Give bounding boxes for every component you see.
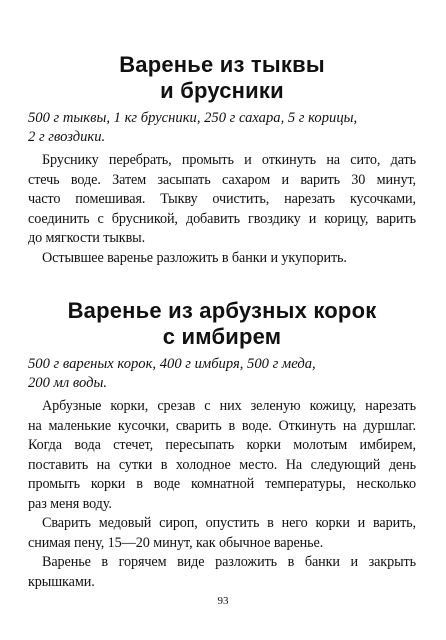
- text-line: Остывшее варенье разложить в банки и укупорить.: [42, 249, 347, 266]
- recipe-title: [28, 298, 416, 350]
- page-content: [28, 52, 416, 592]
- text-line: соединить с брусникой, добавить гвоздику и корицу, варить: [28, 210, 416, 227]
- page-number: 93: [217, 595, 229, 607]
- text-line: Варенье в горячем виде разложить в банки и закрыть: [42, 554, 416, 570]
- ingredients-line: 200 мл воды.: [28, 375, 108, 391]
- text-line: Арбузные корки, срезав с них зеленую кожицу, нарезать: [42, 398, 416, 414]
- text-line: раз меня воду.: [28, 495, 112, 512]
- ingredients-line: 2 г гвоздики.: [28, 129, 106, 145]
- instruction-paragraph: [28, 249, 416, 269]
- recipe-title-line: с имбирем: [162, 324, 282, 349]
- text-line: стечь воде. Затем засыпать сахаром и варить 30 минут,: [28, 171, 416, 188]
- instruction-paragraph: [28, 151, 416, 249]
- ingredients-line: 500 г тыквы, 1 кг брусники, 250 г сахара, 5 г корицы,: [28, 110, 358, 126]
- instruction-paragraph: [28, 553, 416, 592]
- text-line: Бруснику перебрать, промыть и откинуть на сито, дать: [42, 152, 416, 168]
- recipe-title: [28, 52, 416, 104]
- text-line: до мягкости тыквы.: [28, 230, 146, 246]
- ingredients-list: [28, 109, 416, 147]
- text-line: на маленькие кусочки, сварить в воде. Откинуть на дуршлаг.: [28, 417, 416, 434]
- text-line: Когда вода стечет, пересыпать корки молотым имбирем,: [28, 437, 416, 453]
- text-line: поставить на сутки в холодное место. На следующий день: [28, 456, 416, 473]
- text-line: Сварить медовый сироп, опустить в него корки и варить,: [42, 515, 416, 531]
- text-line: часто помешивая. Тыкву очистить, нарезать кусочками,: [28, 191, 416, 207]
- ingredients-list: [28, 355, 416, 393]
- text-line: крышками.: [28, 573, 95, 590]
- recipe-pumpkin-lingonberry: [28, 52, 416, 268]
- instruction-paragraph: [28, 514, 416, 553]
- recipe-title-line: и брусники: [160, 78, 284, 103]
- recipe-title-line: Варенье из арбузных корок: [67, 298, 377, 323]
- recipe-watermelon-rind-ginger: [28, 298, 416, 592]
- instruction-paragraph: [28, 397, 416, 514]
- text-line: промыть корки в воде комнатной температуры, несколько: [28, 476, 416, 492]
- ingredients-line: 500 г вареных корок, 400 г имбиря, 500 г меда,: [28, 356, 316, 372]
- recipe-title-line: Варенье из тыквы: [119, 52, 325, 77]
- text-line: снимая пену, 15—20 минут, как обычное варенье.: [28, 534, 324, 551]
